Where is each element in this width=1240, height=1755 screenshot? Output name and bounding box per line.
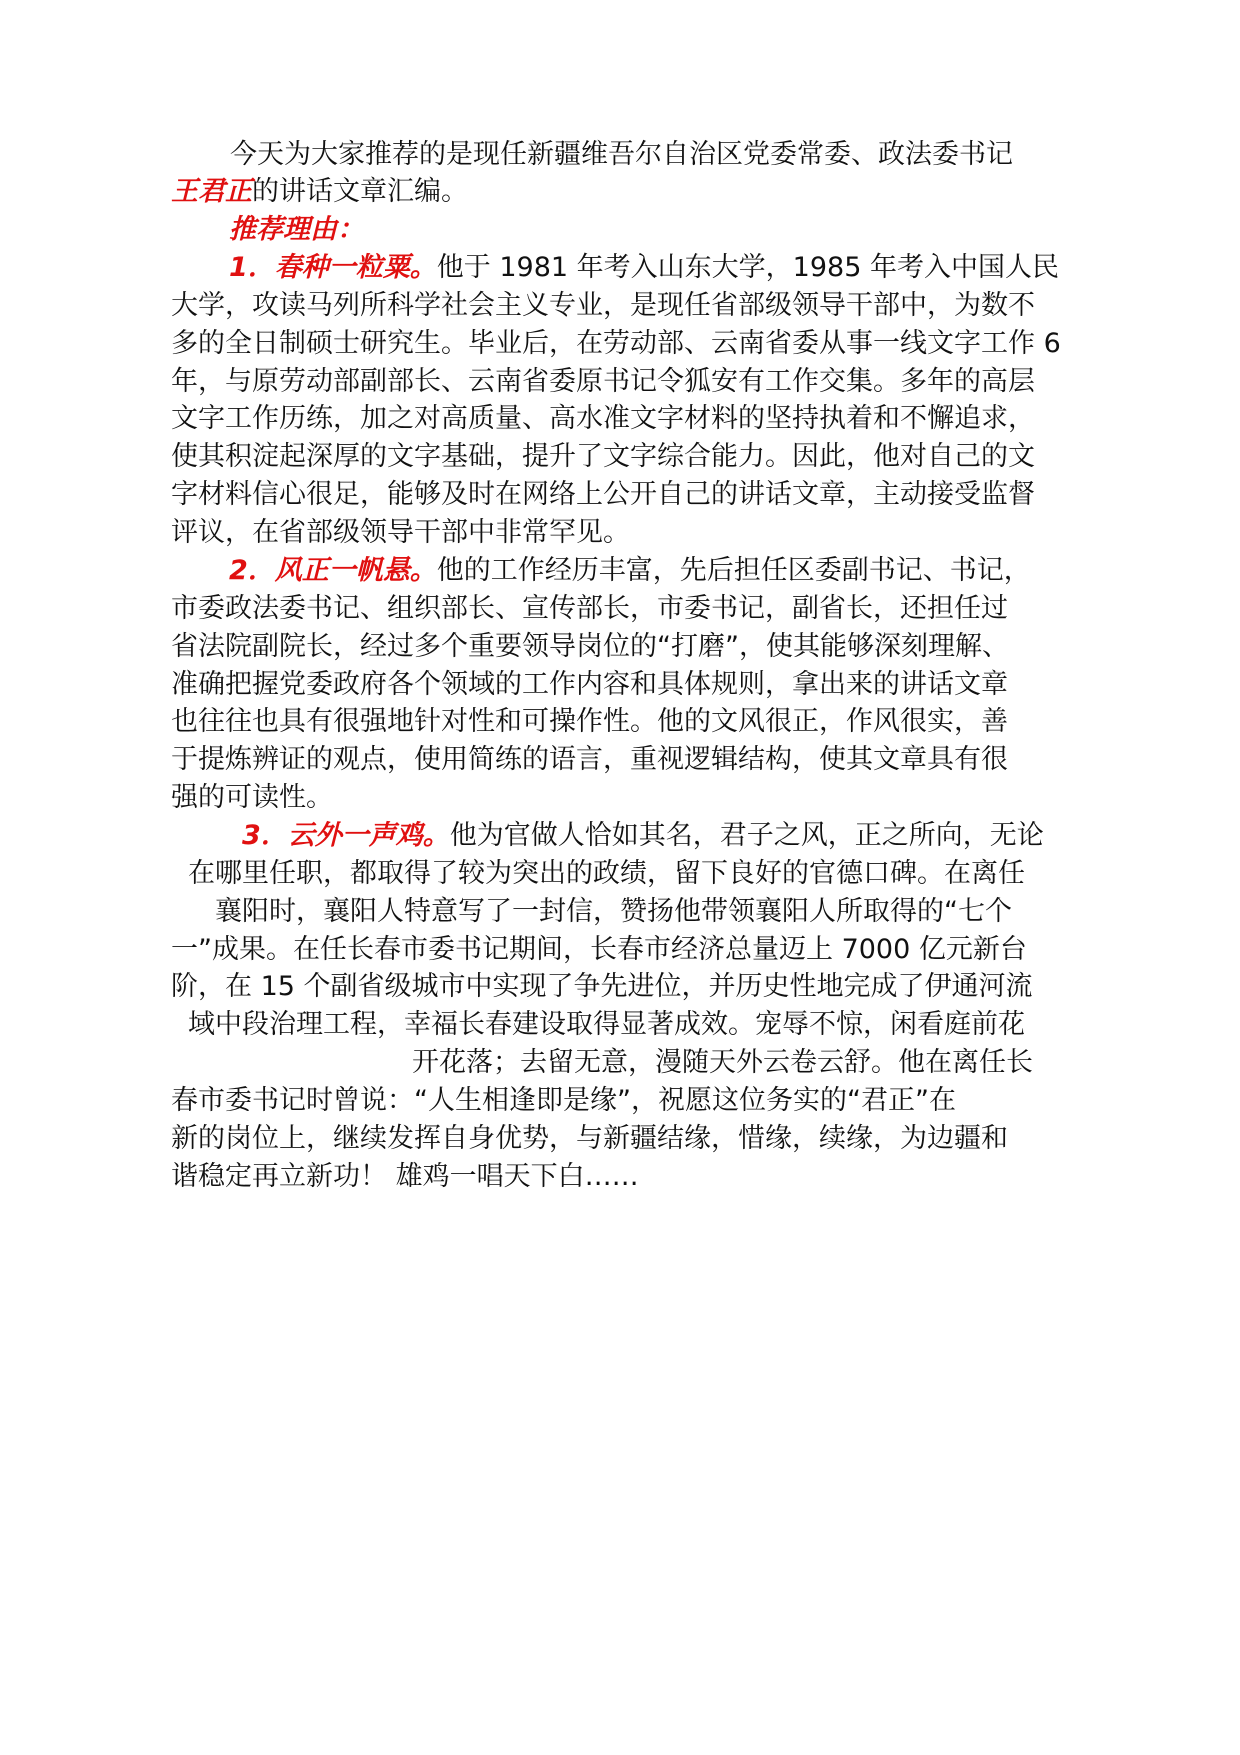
reason3-line: 襄阳时，襄阳人特意写了一封信，赞扬他带领襄阳人所取得的“七个 <box>215 896 1012 927</box>
reason2-line: 省法院副院长，经过多个重要领导岗位的“打磨”，使其能够深刻理解、 <box>171 631 1009 662</box>
reason3-first-line <box>242 815 1044 856</box>
intro-line-1 <box>230 134 1013 175</box>
reason2-line: 市委政法委书记、组织部长、宣传部长，市委书记，副省长，还担任过 <box>171 593 1008 624</box>
reason2-line: 准确把握党委政府各个领域的工作内容和具体规则，拿出来的讲话文章 <box>171 669 1008 700</box>
reason2-first-line <box>229 550 1031 591</box>
reason1-title: 春种一粒粟。 <box>274 252 437 283</box>
reason3-line: 一”成果。在任长春市委书记期间，长春市经济总量迈上 7000 亿元新台 <box>171 934 1027 965</box>
reason2-line: 也往往也具有很强地针对性和可操作性。他的文风很正，作风很实，善 <box>171 706 1008 737</box>
intro-text: 今天为大家推荐的是现任新疆维吾尔自治区党委常委、政法委书记 <box>230 139 1013 170</box>
reason1-line: 文字工作历练，加之对高质量、高水准文字材料的坚持执着和不懈追求， <box>171 403 1035 434</box>
reason3-line: 春市委书记时曾说：“人生相逢即是缘”，祝愿这位务实的“君正”在 <box>171 1085 956 1116</box>
reason2-line: 强的可读性。 <box>171 782 333 813</box>
reason2-title: 风正一帆悬。 <box>274 555 437 586</box>
reason2-line: 于提炼辨证的观点，使用简练的语言，重视逻辑结构，使其文章具有很 <box>171 744 1008 775</box>
reason1-line: 年，与原劳动部副部长、云南省委原书记令狐安有工作交集。多年的高层 <box>171 366 1035 397</box>
reason2-number: 2． <box>229 555 275 586</box>
intro-text-rest: 的讲话文章汇编。 <box>252 176 468 207</box>
reason1-first-line <box>229 247 1059 288</box>
reason3-line: 开花落；去留无意，漫随天外云卷云舒。他在离任长 <box>412 1047 1033 1078</box>
reason3-line: 谐稳定再立新功！ 雄鸡一唱天下白…… <box>171 1161 639 1192</box>
reason3-title: 云外一声鸡。 <box>287 820 450 851</box>
reason3-line: 在哪里任职，都取得了较为突出的政绩，留下良好的官德口碑。在离任 <box>188 858 1025 889</box>
reason3-line: 他为官做人恰如其名，君子之风，正之所向，无论 <box>449 820 1044 851</box>
highlighted-name: 王君正 <box>171 176 252 207</box>
reason1-line: 字材料信心很足，能够及时在网络上公开自己的讲话文章，主动接受监督 <box>171 479 1035 510</box>
reasons-heading-text: 推荐理由： <box>229 214 364 245</box>
reason2-line: 他的工作经历丰富，先后担任区委副书记、书记， <box>436 555 1031 586</box>
reason1-line: 评议，在省部级领导干部中非常罕见。 <box>171 517 630 548</box>
reason1-line: 大学，攻读马列所科学社会主义专业，是现任省部级领导干部中，为数不 <box>171 290 1035 321</box>
intro-line-2 <box>171 171 468 212</box>
reason1-line: 多的全日制硕士研究生。毕业后，在劳动部、云南省委从事一线文字工作 6 <box>171 328 1061 359</box>
reason3-number: 3． <box>242 820 288 851</box>
reason1-line: 他于 1981 年考入山东大学，1985 年考入中国人民 <box>436 252 1059 283</box>
reasons-heading <box>229 209 364 250</box>
reason3-line: 新的岗位上，继续发挥自身优势，与新疆结缘，惜缘，续缘，为边疆和 <box>171 1123 1008 1154</box>
reason1-number: 1． <box>229 252 275 283</box>
reason1-line: 使其积淀起深厚的文字基础，提升了文字综合能力。因此，他对自己的文 <box>171 441 1035 472</box>
reason3-line: 域中段治理工程，幸福长春建设取得显著成效。宠辱不惊，闲看庭前花 <box>188 1009 1025 1040</box>
reason3-line: 阶，在 15 个副省级城市中实现了争先进位，并历史性地完成了伊通河流 <box>171 971 1033 1002</box>
